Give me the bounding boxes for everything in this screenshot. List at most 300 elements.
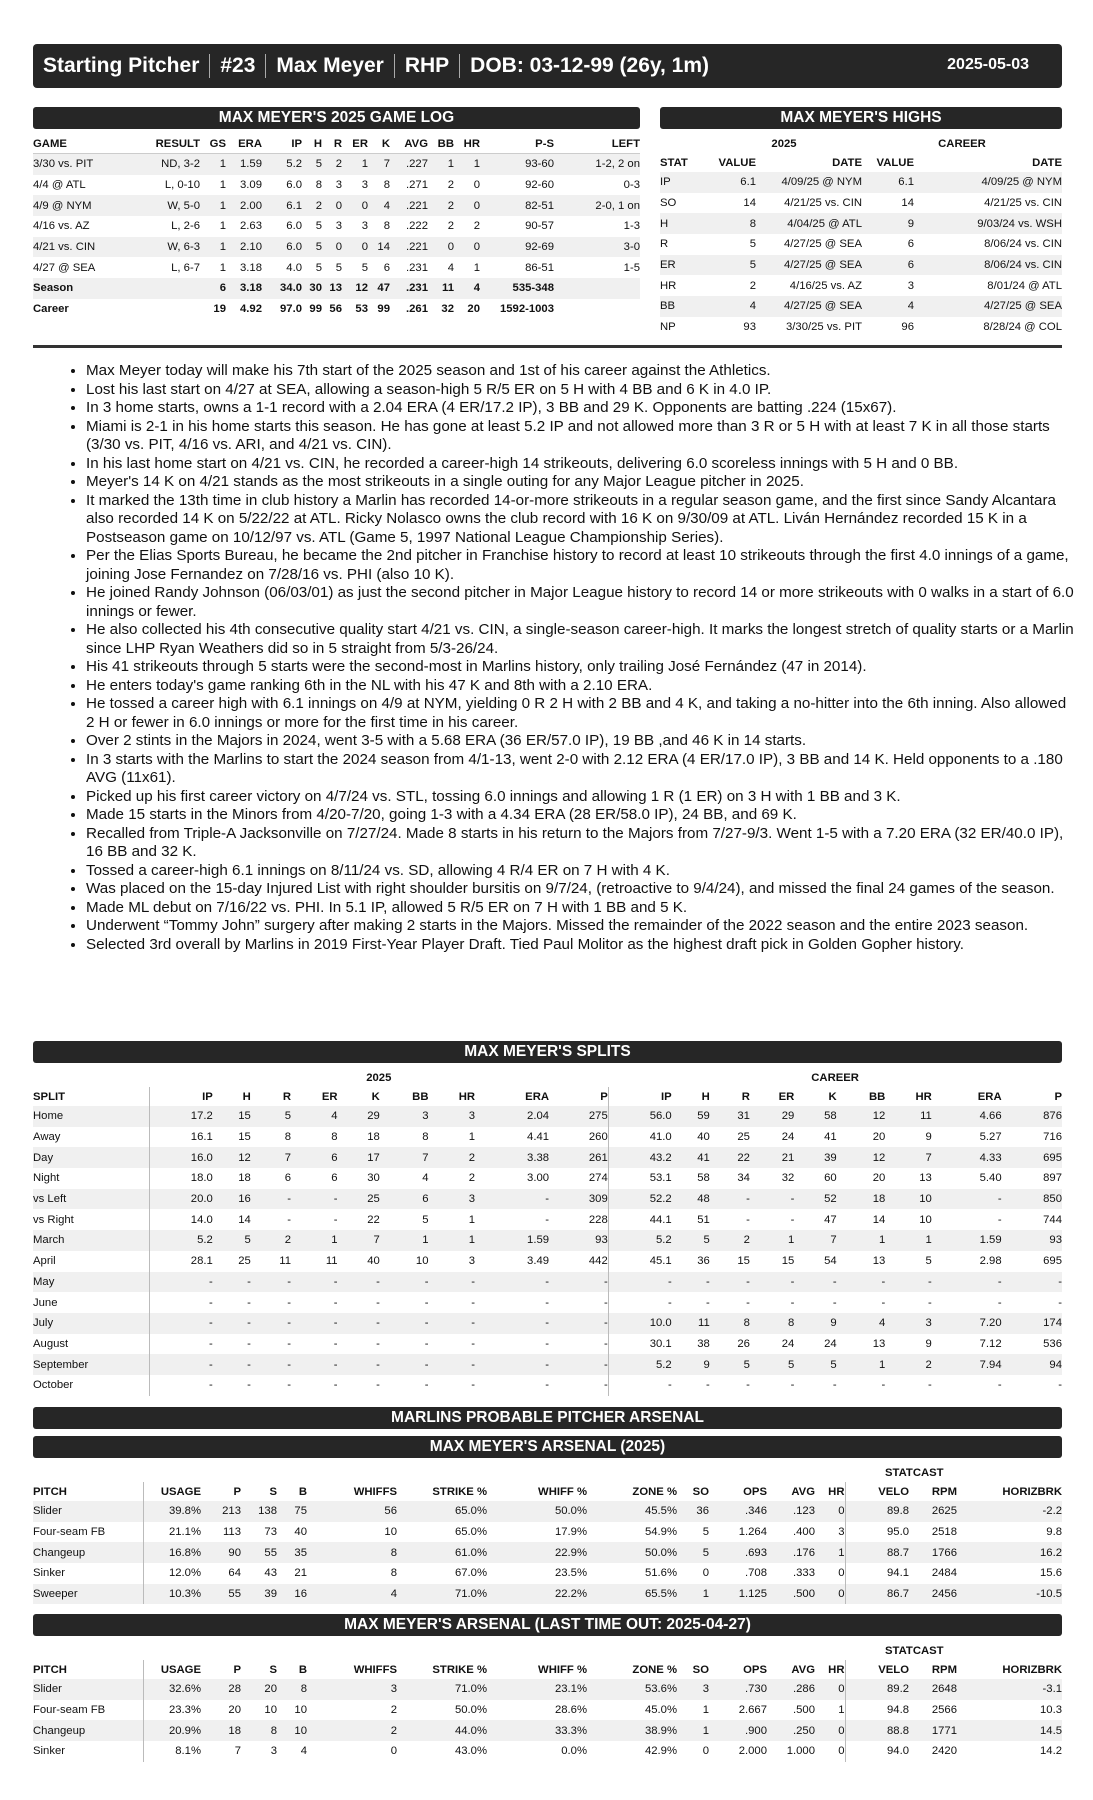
- arsenal-2025-col-header: STRIKE %: [432, 1485, 487, 1498]
- table-cell: 11: [279, 1255, 292, 1268]
- table-cell: 88.8: [845, 1720, 909, 1741]
- table-cell: 16: [213, 1189, 251, 1210]
- note-item: • He enters today's game ranking 6th in the NL with his 47 K and 8th with a 2.10 ERA.: [86, 677, 1076, 696]
- table-cell: 39: [794, 1147, 836, 1168]
- table-cell: 8: [710, 1313, 750, 1334]
- splits-col-header: K: [828, 1090, 837, 1103]
- table-cell: Changeup: [33, 1542, 143, 1563]
- table-cell: -: [545, 1296, 550, 1309]
- splits-group-career: CAREER: [811, 1071, 859, 1084]
- table-cell: 261: [549, 1147, 608, 1168]
- table-cell: 9.8: [1046, 1526, 1062, 1539]
- table-cell: 43.0%: [454, 1745, 487, 1758]
- table-cell: 1: [885, 1230, 932, 1251]
- table-cell: 50.0%: [587, 1542, 677, 1563]
- table-cell: -: [291, 1354, 338, 1375]
- game-log-col-header: HR: [454, 134, 480, 154]
- table-cell: -: [475, 1189, 549, 1210]
- table-cell: 2.00: [226, 195, 262, 216]
- table-cell: -: [333, 1213, 338, 1226]
- highs-col-header: VALUE: [876, 156, 914, 169]
- splits-col-header: ER: [778, 1090, 795, 1103]
- game-log-col-header: ERA: [226, 134, 262, 154]
- table-cell: 41.0: [649, 1131, 672, 1144]
- table-cell: 19: [213, 303, 226, 316]
- highs-col-header: DATE: [832, 156, 862, 169]
- table-cell: 2456: [909, 1584, 957, 1605]
- highs-title: MAX MEYER'S HIGHS: [660, 107, 1062, 129]
- arsenal-last-col-header: USAGE: [160, 1663, 201, 1676]
- table-cell: BB: [660, 296, 706, 317]
- table-cell: -: [790, 1296, 795, 1309]
- table-cell: 71.0%: [397, 1584, 487, 1605]
- table-cell: September: [33, 1354, 149, 1375]
- arsenal-last-table: [33, 1641, 1062, 1762]
- table-cell: 20.0: [149, 1189, 212, 1210]
- table-cell: 7: [885, 1147, 932, 1168]
- arsenal-2025-col-header: S: [269, 1485, 277, 1498]
- table-cell: 274: [549, 1168, 608, 1189]
- table-cell: 75: [277, 1501, 307, 1522]
- table-cell: 1: [342, 154, 368, 175]
- table-cell: 442: [549, 1251, 608, 1272]
- arsenal-last-col-header: S: [269, 1663, 277, 1676]
- table-cell: 6: [907, 238, 914, 251]
- table-cell: 1.264: [738, 1526, 767, 1539]
- table-cell: 4/09/25 @ NYM: [914, 172, 1062, 193]
- table-cell: Four-seam FB: [33, 1700, 143, 1721]
- table-cell: 1: [291, 1230, 338, 1251]
- arsenal-2025-col-header: WHIFFS: [353, 1485, 397, 1498]
- table-cell: 26: [737, 1337, 750, 1350]
- table-cell: -: [471, 1337, 476, 1350]
- table-cell: 17.2: [149, 1106, 212, 1127]
- table-cell: 99: [309, 303, 322, 316]
- note-item: • His 41 strikeouts through 5 starts were the second-most in Marlins history, only trailing José Fernández (47 in 2014).: [86, 658, 1076, 677]
- table-cell: 40: [294, 1526, 307, 1539]
- table-row: [33, 195, 640, 216]
- arsenal-last-header: [33, 1660, 1062, 1679]
- table-cell: 56.0: [608, 1106, 671, 1127]
- table-cell: -: [213, 1354, 251, 1375]
- table-cell: -: [881, 1296, 886, 1309]
- table-cell: 65.5%: [587, 1584, 677, 1605]
- table-cell: 4: [368, 195, 390, 216]
- table-cell: -: [213, 1313, 251, 1334]
- header-dob: DOB: 03-12-99 (26y, 1m): [470, 54, 710, 77]
- table-cell: 5: [251, 1106, 291, 1127]
- table-cell: 4/9 @ NYM: [33, 195, 128, 216]
- table-cell: 86-51: [525, 261, 554, 274]
- table-cell: 1: [837, 1230, 886, 1251]
- splits-col-header: ER: [321, 1090, 338, 1103]
- table-cell: 8: [706, 213, 756, 234]
- table-cell: L, 0-10: [164, 179, 200, 192]
- table-cell: 94.1: [887, 1567, 909, 1580]
- table-cell: 18: [201, 1720, 241, 1741]
- splits-col-header: IP: [661, 1090, 672, 1103]
- table-cell: 16.0: [149, 1147, 212, 1168]
- table-cell: 20: [872, 1172, 886, 1185]
- arsenal-last-col-header: VELO: [878, 1663, 909, 1676]
- table-cell: -: [832, 1379, 837, 1392]
- table-cell: 5: [925, 1255, 932, 1268]
- table-cell: 15: [238, 1131, 251, 1144]
- table-cell: 2566: [931, 1704, 957, 1717]
- table-cell: 15: [737, 1255, 750, 1268]
- highs-group-career: CAREER: [938, 137, 986, 150]
- table-cell: NP: [660, 321, 676, 334]
- highs-col-header: DATE: [1032, 156, 1062, 169]
- table-cell: -: [710, 1272, 750, 1293]
- table-cell: 24: [824, 1337, 837, 1350]
- arsenal-last-col-header: OPS: [743, 1663, 767, 1676]
- table-cell: 53.1: [649, 1172, 672, 1185]
- table-cell: 5: [361, 261, 368, 274]
- table-cell: 8: [422, 1131, 429, 1144]
- table-cell: 13: [872, 1255, 886, 1268]
- table-cell: 9/03/24 vs. WSH: [914, 213, 1062, 234]
- table-cell: -: [790, 1213, 795, 1226]
- table-cell: 14: [872, 1213, 886, 1226]
- table-cell: Slider: [33, 1501, 143, 1522]
- table-cell: .333: [793, 1567, 815, 1580]
- table-cell: -: [251, 1272, 291, 1293]
- table-cell: 5.2: [262, 154, 302, 175]
- table-cell: 3/30/25 vs. PIT: [786, 321, 862, 334]
- table-cell: -: [338, 1272, 380, 1293]
- table-cell: 7: [251, 1147, 291, 1168]
- table-row: [33, 299, 640, 320]
- table-cell: 23.5%: [554, 1567, 587, 1580]
- table-cell: -: [549, 1292, 608, 1313]
- table-cell: 0: [815, 1563, 845, 1584]
- table-cell: -: [475, 1272, 549, 1293]
- table-row: [660, 213, 1062, 234]
- table-cell: 2: [251, 1230, 291, 1251]
- table-cell: 14: [901, 197, 914, 210]
- table-cell: -: [149, 1313, 212, 1334]
- table-cell: 3: [428, 1189, 475, 1210]
- game-log-col-header: ER: [342, 134, 368, 154]
- table-cell: .693: [709, 1542, 767, 1563]
- table-row: [33, 1563, 1062, 1584]
- table-cell: -: [333, 1379, 338, 1392]
- table-cell: -: [209, 1296, 213, 1309]
- table-cell: 47: [824, 1213, 837, 1226]
- table-cell: 52.2: [608, 1189, 671, 1210]
- table-cell: L, 6-7: [171, 261, 200, 274]
- arsenal-last-title: MAX MEYER'S ARSENAL (LAST TIME OUT: 2025-04-27): [33, 1614, 1062, 1636]
- table-cell: 12.0%: [168, 1567, 201, 1580]
- table-cell: 3.38: [475, 1147, 549, 1168]
- table-cell: IP: [660, 172, 706, 193]
- table-cell: 31: [710, 1106, 750, 1127]
- table-cell: 32: [441, 303, 454, 316]
- table-cell: 5: [335, 261, 342, 274]
- table-cell: 1: [677, 1584, 709, 1605]
- table-cell: .500: [767, 1584, 815, 1605]
- arsenal-2025-header: [33, 1482, 1062, 1501]
- table-cell: 18.0: [190, 1172, 213, 1185]
- table-cell: 44.0%: [397, 1720, 487, 1741]
- table-row: [33, 175, 640, 196]
- table-cell: 88.7: [845, 1542, 909, 1563]
- table-cell: 61.0%: [397, 1542, 487, 1563]
- table-cell: 113: [222, 1526, 241, 1539]
- table-cell: 14.5: [957, 1720, 1062, 1741]
- note-item: • Max Meyer today will make his 7th start of the 2025 season and 1st of his career against the Athletics.: [86, 362, 1076, 381]
- table-cell: 90: [201, 1542, 241, 1563]
- table-cell: 2: [447, 220, 454, 233]
- table-row: [33, 1741, 1062, 1762]
- arsenal-2025-col-header: ZONE %: [632, 1485, 677, 1498]
- table-cell: 4: [837, 1313, 886, 1334]
- arsenal-2025-col-header: RPM: [931, 1485, 957, 1498]
- table-cell: 15: [781, 1255, 795, 1268]
- table-cell: 92-60: [525, 179, 554, 192]
- note-item: • Recalled from Triple-A Jacksonville on 7/27/24. Made 8 starts in his return to the Majors from 7/27-9/3. Went 1-5 with a 7.20 ERA (32 ER/40.0 IP), 16 BB and 32 K.: [86, 825, 1076, 862]
- table-cell: 138: [241, 1501, 277, 1522]
- table-cell: 38.9%: [587, 1720, 677, 1741]
- table-cell: 7.20: [932, 1313, 1002, 1334]
- table-cell: 3.00: [527, 1172, 550, 1185]
- table-cell: 65.0%: [454, 1526, 487, 1539]
- table-cell: 1.59: [226, 154, 262, 175]
- arsenal-last-group: STATCAST: [885, 1644, 944, 1657]
- table-cell: 4/27/25 @ SEA: [756, 255, 862, 276]
- table-cell: -: [376, 1337, 380, 1350]
- table-cell: 47: [368, 278, 390, 299]
- table-row: [33, 237, 640, 258]
- table-cell: 228: [549, 1209, 608, 1230]
- game-log-col-header: LEFT: [554, 134, 640, 154]
- table-cell: 18: [837, 1189, 886, 1210]
- arsenal-2025-col-header: HR: [815, 1482, 845, 1501]
- table-cell: .346: [709, 1501, 767, 1522]
- table-cell: SO: [660, 197, 677, 210]
- header-label: Starting Pitcher: [43, 54, 200, 77]
- table-cell: Season: [33, 278, 128, 299]
- table-cell: 6: [291, 1147, 338, 1168]
- table-cell: 93: [549, 1230, 608, 1251]
- table-cell: Home: [33, 1106, 149, 1127]
- table-cell: 23.1%: [487, 1679, 587, 1700]
- note-item: • He joined Randy Johnson (06/03/01) as just the second pitcher in Major League history to record 14 or more strikeouts with 0 walks in a start of 6.0 innings or fewer.: [86, 584, 1076, 621]
- table-cell: 2.10: [226, 237, 262, 258]
- table-cell: 1: [677, 1720, 709, 1741]
- table-cell: 3: [468, 1255, 476, 1268]
- table-cell: 56: [329, 303, 342, 316]
- table-cell: 7.12: [979, 1337, 1002, 1350]
- table-cell: 0: [342, 237, 368, 258]
- highs-col-header: VALUE: [718, 156, 756, 169]
- table-cell: -: [837, 1272, 886, 1293]
- table-cell: Career: [33, 303, 69, 316]
- arsenal-2025-col-header: SO: [692, 1485, 709, 1498]
- table-cell: 20: [467, 303, 480, 316]
- table-cell: 5.40: [979, 1172, 1002, 1185]
- table-cell: 8/01/24 @ ATL: [987, 279, 1062, 292]
- table-cell: -: [333, 1296, 338, 1309]
- table-cell: [554, 278, 640, 299]
- table-cell: 5: [702, 1526, 709, 1539]
- table-cell: -: [706, 1379, 710, 1392]
- note-item: • Picked up his first career victory on 4/7/24 vs. STL, tossing 6.0 innings and allowing 1 R (1 ER) on 3 H with 1 BB and 3 K.: [86, 788, 1076, 807]
- splits-col-header: ERA: [977, 1090, 1002, 1103]
- table-cell: 25: [338, 1189, 380, 1210]
- table-cell: .286: [767, 1679, 815, 1700]
- table-cell: 22: [710, 1147, 750, 1168]
- table-cell: 11: [428, 278, 454, 299]
- table-cell: 4.66: [932, 1106, 1002, 1127]
- table-cell: 14: [238, 1213, 251, 1226]
- table-cell: 29: [338, 1106, 380, 1127]
- table-cell: 4: [291, 1106, 338, 1127]
- table-cell: 1.000: [786, 1745, 815, 1758]
- note-item: • Made 15 starts in the Minors from 4/20-7/20, going 1-3 with a 4.34 ERA (28 ER/58.0 IP), 24 BB, and 69 K.: [86, 806, 1076, 825]
- table-cell: 1: [380, 1230, 429, 1251]
- table-cell: -: [291, 1313, 338, 1334]
- table-cell: 4: [422, 1172, 429, 1185]
- table-cell: 0: [815, 1584, 845, 1605]
- table-cell: 16: [277, 1584, 307, 1605]
- table-row: [33, 1334, 1062, 1355]
- table-cell: 1771: [909, 1720, 957, 1741]
- table-cell: July: [33, 1313, 149, 1334]
- table-cell: 95.0: [887, 1526, 909, 1539]
- table-cell: -: [928, 1296, 932, 1309]
- table-cell: 15: [213, 1106, 251, 1127]
- table-row: [33, 1584, 1062, 1605]
- table-cell: 4/4 @ ATL: [33, 179, 86, 192]
- table-cell: 2.98: [979, 1255, 1002, 1268]
- table-cell: 11: [325, 1255, 338, 1268]
- table-cell: 5: [302, 154, 322, 175]
- table-cell: 3: [677, 1679, 709, 1700]
- table-cell: L, 2-6: [171, 220, 200, 233]
- table-cell: 1: [200, 237, 226, 258]
- table-cell: 1.59: [932, 1230, 1002, 1251]
- page-header: [33, 44, 1062, 88]
- table-cell: -: [932, 1272, 1002, 1293]
- game-log-col-header: K: [368, 134, 390, 154]
- notes-list: [66, 362, 1076, 954]
- table-row: [33, 1354, 1062, 1375]
- table-cell: 56: [307, 1501, 397, 1522]
- table-cell: 4.33: [932, 1147, 1002, 1168]
- table-cell: -: [746, 1213, 750, 1226]
- table-cell: 1592-1003: [499, 303, 554, 316]
- table-row: [660, 172, 1062, 193]
- table-cell: 3: [885, 1313, 932, 1334]
- table-cell: HR: [660, 279, 677, 292]
- table-cell: -: [424, 1379, 429, 1392]
- table-cell: 3.18: [226, 278, 262, 299]
- table-cell: 4/27/25 @ SEA: [783, 238, 862, 251]
- table-cell: 30: [302, 278, 322, 299]
- table-cell: 5: [749, 238, 756, 251]
- table-cell: 24: [781, 1337, 795, 1350]
- table-cell: 21.1%: [168, 1526, 201, 1539]
- table-cell: -10.5: [957, 1584, 1062, 1605]
- table-cell: -: [1058, 1296, 1062, 1309]
- table-row: [33, 1720, 1062, 1741]
- table-cell: 86.7: [845, 1584, 909, 1605]
- table-cell: .730: [709, 1679, 767, 1700]
- table-cell: .261: [406, 303, 428, 316]
- table-cell: W, 5-0: [128, 195, 200, 216]
- table-cell: 7.94: [932, 1354, 1002, 1375]
- table-cell: 3.09: [240, 179, 262, 192]
- table-cell: 94.0: [887, 1745, 909, 1758]
- table-cell: 8/28/24 @ COL: [983, 321, 1062, 334]
- table-cell: 6: [200, 278, 226, 299]
- table-cell: 1: [473, 261, 480, 274]
- note-item: • Made ML debut on 7/16/22 vs. PHI. In 5.1 IP, allowed 5 R/5 ER on 7 H with 1 BB and 5 K.: [86, 899, 1076, 918]
- table-cell: 174: [1002, 1313, 1062, 1334]
- table-cell: Day: [33, 1147, 149, 1168]
- table-cell: -: [209, 1337, 213, 1350]
- table-cell: 716: [1043, 1131, 1062, 1144]
- table-cell: 1-2, 2 on: [554, 154, 640, 175]
- arsenal-2025-col-header: PITCH: [33, 1482, 143, 1501]
- table-cell: -: [667, 1296, 672, 1309]
- table-cell: 5: [422, 1213, 429, 1226]
- table-cell: 2: [390, 1704, 397, 1717]
- table-cell: April: [33, 1251, 149, 1272]
- table-cell: 0: [454, 195, 480, 216]
- table-cell: 73: [264, 1526, 277, 1539]
- table-cell: 4: [307, 1584, 397, 1605]
- table-cell: 20: [228, 1704, 241, 1717]
- table-cell: 6.0: [286, 220, 302, 233]
- table-cell: -: [213, 1272, 251, 1293]
- game-log-title: MAX MEYER'S 2025 GAME LOG: [33, 107, 640, 129]
- table-cell: -: [545, 1379, 550, 1392]
- splits-col-header: SPLIT: [33, 1087, 149, 1106]
- table-cell: 90-57: [525, 220, 554, 233]
- table-cell: 22: [367, 1213, 380, 1226]
- table-cell: [128, 278, 200, 299]
- table-cell: 0: [454, 237, 480, 258]
- table-cell: -: [380, 1272, 429, 1293]
- table-cell: 3: [335, 220, 342, 233]
- arsenal-last-col-header: RPM: [931, 1663, 957, 1676]
- table-cell: 2518: [931, 1526, 957, 1539]
- table-cell: -: [710, 1189, 750, 1210]
- table-cell: 12: [837, 1106, 886, 1127]
- table-cell: 3: [380, 1106, 429, 1127]
- table-cell: 4: [862, 296, 914, 317]
- table-cell: 10: [415, 1255, 429, 1268]
- table-row: [33, 1189, 1062, 1210]
- table-cell: Changeup: [33, 1720, 143, 1741]
- table-cell: 1: [815, 1542, 845, 1563]
- table-cell: 8: [315, 179, 322, 192]
- table-cell: -: [251, 1313, 291, 1334]
- table-cell: 0: [815, 1501, 845, 1522]
- table-cell: 4: [706, 296, 756, 317]
- table-cell: -: [545, 1337, 550, 1350]
- table-cell: 1: [468, 1131, 476, 1144]
- table-cell: 0.0%: [561, 1745, 587, 1758]
- table-cell: -: [881, 1379, 886, 1392]
- table-cell: 20: [241, 1679, 277, 1700]
- table-cell: August: [33, 1334, 149, 1355]
- table-cell: 695: [1043, 1255, 1062, 1268]
- splits-col-header: ERA: [525, 1090, 550, 1103]
